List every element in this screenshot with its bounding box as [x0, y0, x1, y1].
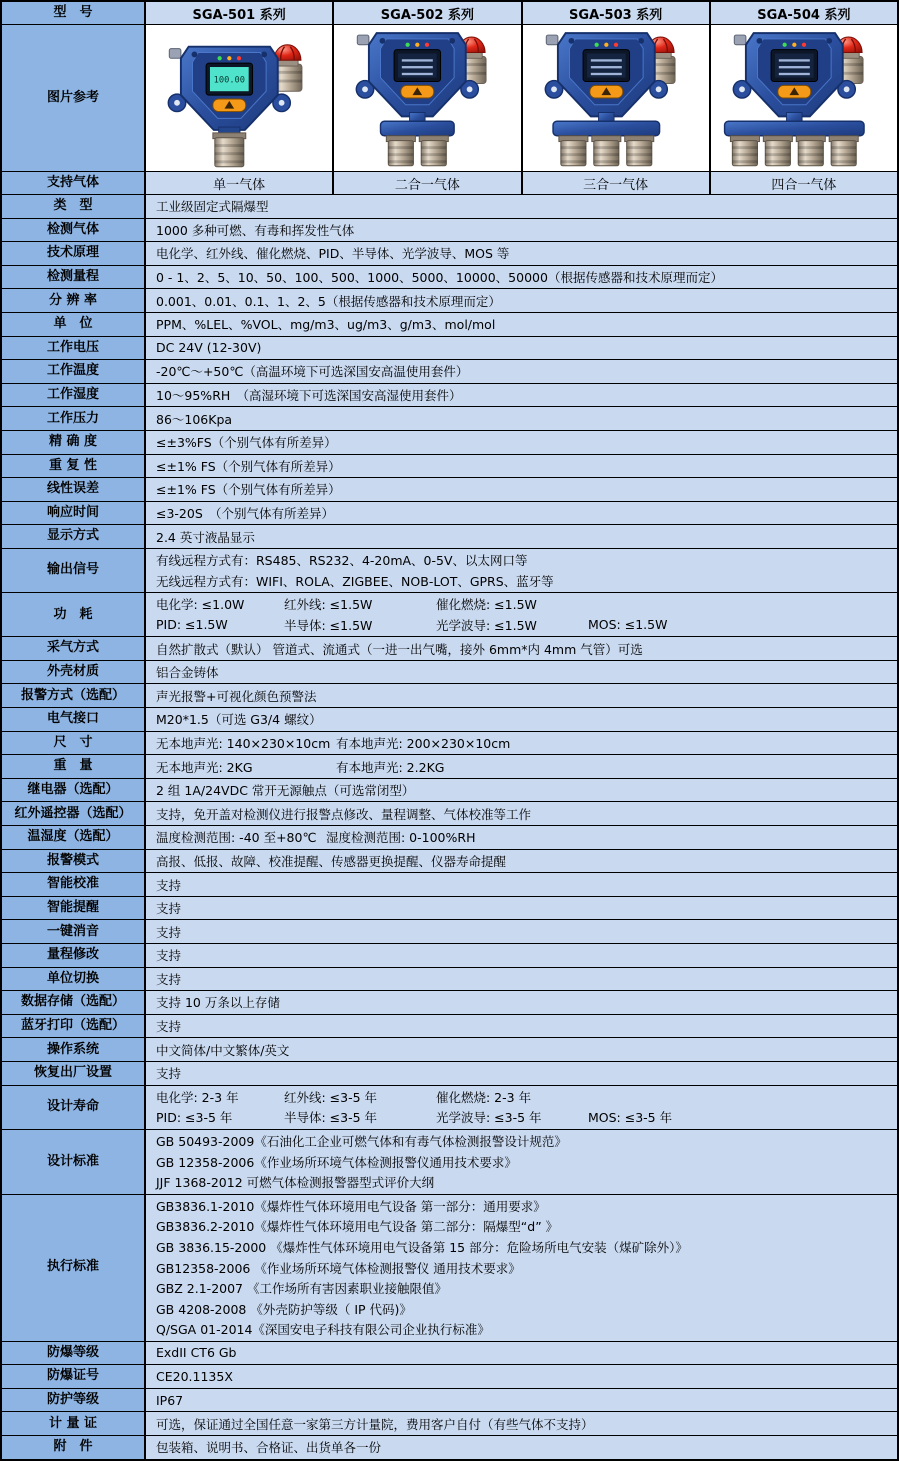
spec-value [146, 637, 897, 660]
spec-label: 线性误差 [2, 478, 146, 501]
spec-label: 执行标准 [2, 1195, 146, 1341]
spec-row [2, 478, 897, 502]
spec-label: 响应时间 [2, 502, 146, 525]
spec-text: GB 4208-2008 《外壳防护等级（ IP 代码)》 [156, 1301, 412, 1317]
spec-row [2, 242, 897, 266]
spec-label: 尺 寸 [2, 732, 146, 755]
gas-type-sga-503: 三合一气体 [521, 172, 709, 194]
model-header-label: 型 号 [2, 2, 146, 24]
spec-value [146, 1412, 897, 1435]
spec-label: 分 辨 率 [2, 289, 146, 312]
spec-text: 10～95%RH （高湿环境下可选深国安高湿使用套件） [156, 388, 462, 404]
spec-value [146, 826, 897, 849]
spec-row [2, 431, 897, 455]
spec-text: 有线远程方式有：RS485、RS232、4-20mA、0-5V、以太网口等 [156, 553, 528, 569]
spec-text: 无本地声光: 2KG [156, 759, 253, 775]
spec-value [146, 455, 897, 478]
spec-row [2, 1436, 897, 1459]
spec-label: 技术原理 [2, 242, 146, 265]
spec-text: 支持 [156, 877, 182, 893]
spec-row [2, 384, 897, 408]
spec-value [146, 289, 897, 312]
product-image-sga-502 [332, 25, 520, 171]
spec-text: GBZ 2.1-2007 《工作场所有害因素职业接触限值》 [156, 1281, 447, 1297]
spec-value [146, 755, 897, 778]
spec-row [2, 1412, 897, 1436]
spec-text: 2.4 英寸液晶显示 [156, 529, 255, 545]
spec-text: JJF 1368-2012 可燃气体检测报警器型式评价大纲 [156, 1175, 435, 1191]
spec-value [146, 968, 897, 991]
spec-label: 单位切换 [2, 968, 146, 991]
spec-label: 恢复出厂设置 [2, 1062, 146, 1085]
spec-row [2, 1015, 897, 1039]
spec-text: 1000 多种可燃、有毒和挥发性气体 [156, 222, 355, 238]
spec-label: 继电器（选配） [2, 779, 146, 802]
spec-text: PPM、%LEL、%VOL、mg/m3、ug/m3、g/m3、mol/mol [156, 317, 496, 333]
gas-type-sga-501: 单一气体 [146, 172, 332, 194]
spec-row [2, 708, 897, 732]
spec-text: 可选，保证通过全国任意一家第三方计量院，费用客户自付（有些气体不支持） [156, 1416, 594, 1432]
spec-text: GB 3836.15-2000 《爆炸性气体环境用电气设备第 15 部分：危险场所电气安装（煤矿除外）》 [156, 1240, 688, 1256]
gas-detector-icon [712, 27, 896, 169]
spec-row [2, 991, 897, 1015]
spec-text: 无线远程方式有：WIFI、ROLA、ZIGBEE、NOB-LOT、GPRS、蓝牙等 [156, 573, 554, 589]
spec-text: IP67 [156, 1392, 184, 1408]
spec-value [146, 1038, 897, 1061]
spec-label: 蓝牙打印（选配） [2, 1015, 146, 1038]
spec-row [2, 637, 897, 661]
spec-text: ≤±1% FS（个别气体有所差异） [156, 458, 341, 474]
spec-value [146, 525, 897, 548]
spec-row [2, 266, 897, 290]
spec-value [146, 266, 897, 289]
spec-label: 数据存储（选配） [2, 991, 146, 1014]
spec-value [146, 593, 897, 636]
spec-label: 工作湿度 [2, 384, 146, 407]
spec-text: GB 12358-2006《作业场所环境气体检测报警仪通用技术要求》 [156, 1154, 517, 1170]
spec-label: 重 复 性 [2, 455, 146, 478]
spec-value [146, 337, 897, 360]
spec-label: 重 量 [2, 755, 146, 778]
spec-label: 防爆等级 [2, 1342, 146, 1365]
image-row-label: 图片参考 [2, 25, 146, 171]
spec-row [2, 802, 897, 826]
spec-value [146, 944, 897, 967]
spec-text: ExdII CT6 Gb [156, 1345, 237, 1361]
spec-label: 外壳材质 [2, 661, 146, 684]
spec-text: 电化学、红外线、催化燃烧、PID、半导体、光学波导、MOS 等 [156, 246, 510, 262]
spec-row [2, 1130, 897, 1195]
spec-row [2, 1062, 897, 1086]
spec-value [146, 684, 897, 707]
spec-value [146, 219, 897, 242]
gas-row-label: 支持气体 [2, 172, 146, 194]
spec-label: 附 件 [2, 1436, 146, 1459]
spec-value [146, 708, 897, 731]
spec-row [2, 1342, 897, 1366]
detector-body [733, 33, 855, 116]
spec-text: 支持 [156, 901, 182, 917]
spec-text: 自然扩散式（默认） 管道式、流通式（一进一出气嘴，接外 6mm*内 4mm 气管）可选 [156, 641, 643, 657]
spec-row [2, 920, 897, 944]
spec-text: 半导体: ≤1.5W [284, 617, 373, 633]
spec-text: 湿度检测范围: 0-100%RH [326, 830, 476, 846]
spec-text: 无本地声光: 140×230×10cm [156, 735, 331, 751]
spec-row [2, 1086, 897, 1130]
spec-row [2, 850, 897, 874]
spec-text: 中文简体/中文繁体/英文 [156, 1042, 290, 1058]
spec-label: 一键消音 [2, 920, 146, 943]
spec-row [2, 502, 897, 526]
gas-type-sga-504: 四合一气体 [709, 172, 897, 194]
spec-text: 红外线: ≤3-5 年 [284, 1089, 378, 1105]
spec-row [2, 1389, 897, 1413]
model-header-sga-503: SGA-503 系列 [521, 2, 709, 24]
product-image-sga-504 [709, 25, 897, 171]
gas-detector-icon [147, 27, 331, 169]
spec-text: GB3836.2-2010《爆炸性气体环境用电气设备 第二部分：隔爆型“d” 》 [156, 1219, 559, 1235]
spec-value [146, 549, 897, 592]
screen-reading: 100.00 [213, 75, 246, 86]
model-header-sga-502: SGA-502 系列 [332, 2, 520, 24]
spec-label: 输出信号 [2, 549, 146, 592]
spec-value [146, 1389, 897, 1412]
model-header-sga-501: SGA-501 系列 [146, 2, 332, 24]
spec-row [2, 755, 897, 779]
spec-value [146, 478, 897, 501]
spec-text: PID: ≤3-5 年 [156, 1110, 233, 1126]
spec-text: 高报、低报、故障、校准提醒、传感器更换提醒、仪器寿命提醒 [156, 853, 507, 869]
spec-text: 支持 [156, 1066, 182, 1082]
spec-row [2, 455, 897, 479]
spec-text: 催化燃烧: 2-3 年 [436, 1089, 532, 1105]
supported-gas-row [2, 172, 897, 195]
sensor-barrel-icon [730, 136, 759, 166]
spec-text: 温度检测范围: -40 至+80℃ [156, 830, 317, 846]
sensor-barrel-icon [591, 136, 620, 166]
spec-text: 包装箱、说明书、合格证、出货单各一份 [156, 1440, 382, 1456]
spec-row [2, 360, 897, 384]
sensor-barrel-icon [624, 136, 653, 166]
spec-text: 电化学: ≤1.0W [156, 597, 245, 613]
spec-text: 86～106Kpa [156, 411, 233, 427]
spec-text: MOS: ≤3-5 年 [588, 1110, 673, 1126]
spec-value [146, 502, 897, 525]
spec-row [2, 684, 897, 708]
spec-label: 检测气体 [2, 219, 146, 242]
gas-type-sga-502: 二合一气体 [332, 172, 520, 194]
spec-text: 支持 [156, 971, 182, 987]
spec-label: 报警方式（选配） [2, 684, 146, 707]
spec-text: -20℃～+50℃（高温环境下可选深国安高温使用套件） [156, 364, 469, 380]
spec-row [2, 897, 897, 921]
spec-text: 电化学: 2-3 年 [156, 1089, 239, 1105]
spec-value [146, 1342, 897, 1365]
spec-value [146, 407, 897, 430]
spec-label: 计 量 证 [2, 1412, 146, 1435]
spec-row [2, 289, 897, 313]
spec-row [2, 1195, 897, 1342]
spec-value [146, 873, 897, 896]
spec-row [2, 779, 897, 803]
model-header-row [2, 2, 897, 25]
spec-value [146, 991, 897, 1014]
spec-value [146, 920, 897, 943]
spec-text: 光学波导: ≤3-5 年 [436, 1110, 542, 1126]
spec-text: 有本地声光: 2.2KG [336, 759, 445, 775]
spec-label: 功 耗 [2, 593, 146, 636]
spec-row [2, 407, 897, 431]
spec-text: 2 组 1A/24VDC 常开无源触点（可选常闭型） [156, 783, 415, 799]
spec-value [146, 431, 897, 454]
sensor-barrel-icon [420, 136, 449, 166]
spec-value [146, 850, 897, 873]
spec-label: 检测量程 [2, 266, 146, 289]
spec-row [2, 219, 897, 243]
spec-text: M20*1.5（可选 G3/4 螺纹） [156, 712, 322, 728]
spec-label: 智能提醒 [2, 897, 146, 920]
spec-row [2, 826, 897, 850]
product-image-sga-501 [146, 25, 332, 171]
spec-row [2, 549, 897, 593]
spec-label: 类 型 [2, 195, 146, 218]
spec-label: 工作温度 [2, 360, 146, 383]
spec-row [2, 313, 897, 337]
spec-row [2, 195, 897, 219]
spec-label: 工作压力 [2, 407, 146, 430]
spec-value [146, 732, 897, 755]
spec-label: 设计寿命 [2, 1086, 146, 1129]
spec-row [2, 944, 897, 968]
sensor-barrel-icon [213, 133, 246, 167]
spec-label: 设计标准 [2, 1130, 146, 1194]
spec-text: 0 - 1、2、5、10、50、100、500、1000、5000、10000、50000（根据传感器和技术原理而定） [156, 270, 723, 286]
detector-body [168, 47, 290, 130]
spec-text: Q/SGA 01-2014《深国安电子科技有限公司企业执行标准》 [156, 1322, 490, 1338]
product-image-sga-503 [521, 25, 709, 171]
detector-body [357, 33, 479, 116]
spec-label: 采气方式 [2, 637, 146, 660]
spec-text: MOS: ≤1.5W [588, 617, 668, 633]
spec-value [146, 384, 897, 407]
gas-detector-icon [335, 27, 519, 169]
spec-text: PID: ≤1.5W [156, 617, 228, 633]
spec-value [146, 195, 897, 218]
sensor-barrel-icon [387, 136, 416, 166]
sensor-barrel-icon [763, 136, 792, 166]
spec-text: GB3836.1-2010《爆炸性气体环境用电气设备 第一部分：通用要求》 [156, 1198, 546, 1214]
spec-row [2, 337, 897, 361]
spec-row [2, 525, 897, 549]
spec-value [146, 897, 897, 920]
gas-detector-icon [524, 27, 708, 169]
spec-row [2, 873, 897, 897]
spec-text: 支持 [156, 948, 182, 964]
spec-row [2, 732, 897, 756]
spec-label: 温湿度（选配） [2, 826, 146, 849]
spec-row [2, 593, 897, 637]
spec-text: 工业级固定式隔爆型 [156, 199, 269, 215]
spec-value [146, 1086, 897, 1129]
spec-text: 催化燃烧: ≤1.5W [436, 597, 537, 613]
spec-text: ≤±3%FS（个别气体有所差异） [156, 435, 337, 451]
spec-label: 单 位 [2, 313, 146, 336]
spec-text: 支持，免开盖对检测仪进行报警点修改、量程调整、气体校准等工作 [156, 806, 532, 822]
spec-label: 红外遥控器（选配） [2, 802, 146, 825]
model-header-sga-504: SGA-504 系列 [709, 2, 897, 24]
spec-text: GB12358-2006 《作业场所环境气体检测报警仪 通用技术要求》 [156, 1260, 521, 1276]
spec-label: 操作系统 [2, 1038, 146, 1061]
spec-text: CE20.1135X [156, 1369, 233, 1385]
spec-row [2, 661, 897, 685]
spec-text: DC 24V (12-30V) [156, 340, 262, 356]
spec-label: 报警模式 [2, 850, 146, 873]
spec-text: 光学波导: ≤1.5W [436, 617, 537, 633]
detector-body [545, 33, 667, 116]
spec-value [146, 1130, 897, 1194]
spec-label: 防护等级 [2, 1389, 146, 1412]
spec-text: ≤±1% FS（个别气体有所差异） [156, 482, 341, 498]
spec-value [146, 802, 897, 825]
spec-text: 声光报警+可视化颜色预警法 [156, 688, 317, 704]
spec-row [2, 968, 897, 992]
spec-text: GB 50493-2009《石油化工企业可燃气体和有毒气体检测报警设计规范》 [156, 1134, 567, 1150]
spec-label: 防爆证号 [2, 1365, 146, 1388]
spec-value [146, 1195, 897, 1341]
spec-label: 显示方式 [2, 525, 146, 548]
spec-text: 有本地声光: 200×230×10cm [336, 735, 511, 751]
spec-text: 支持 [156, 924, 182, 940]
product-image-row [2, 25, 897, 172]
spec-label: 电气接口 [2, 708, 146, 731]
sensor-barrel-icon [829, 136, 858, 166]
sensor-barrel-icon [796, 136, 825, 166]
spec-text: ≤3-20S （个别气体有所差异） [156, 506, 335, 522]
spec-rows [2, 195, 897, 1459]
spec-text: 半导体: ≤3-5 年 [284, 1110, 378, 1126]
spec-text: 支持 [156, 1019, 182, 1035]
spec-value [146, 779, 897, 802]
spec-label: 量程修改 [2, 944, 146, 967]
spec-text: 红外线: ≤1.5W [284, 597, 373, 613]
spec-text: 0.001、0.01、0.1、1、2、5（根据传感器和技术原理而定） [156, 293, 501, 309]
spec-value [146, 313, 897, 336]
sensor-barrel-icon [558, 136, 587, 166]
spec-text: 铝合金铸体 [156, 665, 219, 681]
spec-value [146, 360, 897, 383]
spec-value [146, 1015, 897, 1038]
spec-label: 精 确 度 [2, 431, 146, 454]
spec-value [146, 661, 897, 684]
spec-value [146, 242, 897, 265]
spec-text: 支持 10 万条以上存储 [156, 995, 280, 1011]
spec-value [146, 1436, 897, 1459]
spec-label: 智能校准 [2, 873, 146, 896]
spec-row [2, 1038, 897, 1062]
spec-label: 工作电压 [2, 337, 146, 360]
spec-value [146, 1062, 897, 1085]
